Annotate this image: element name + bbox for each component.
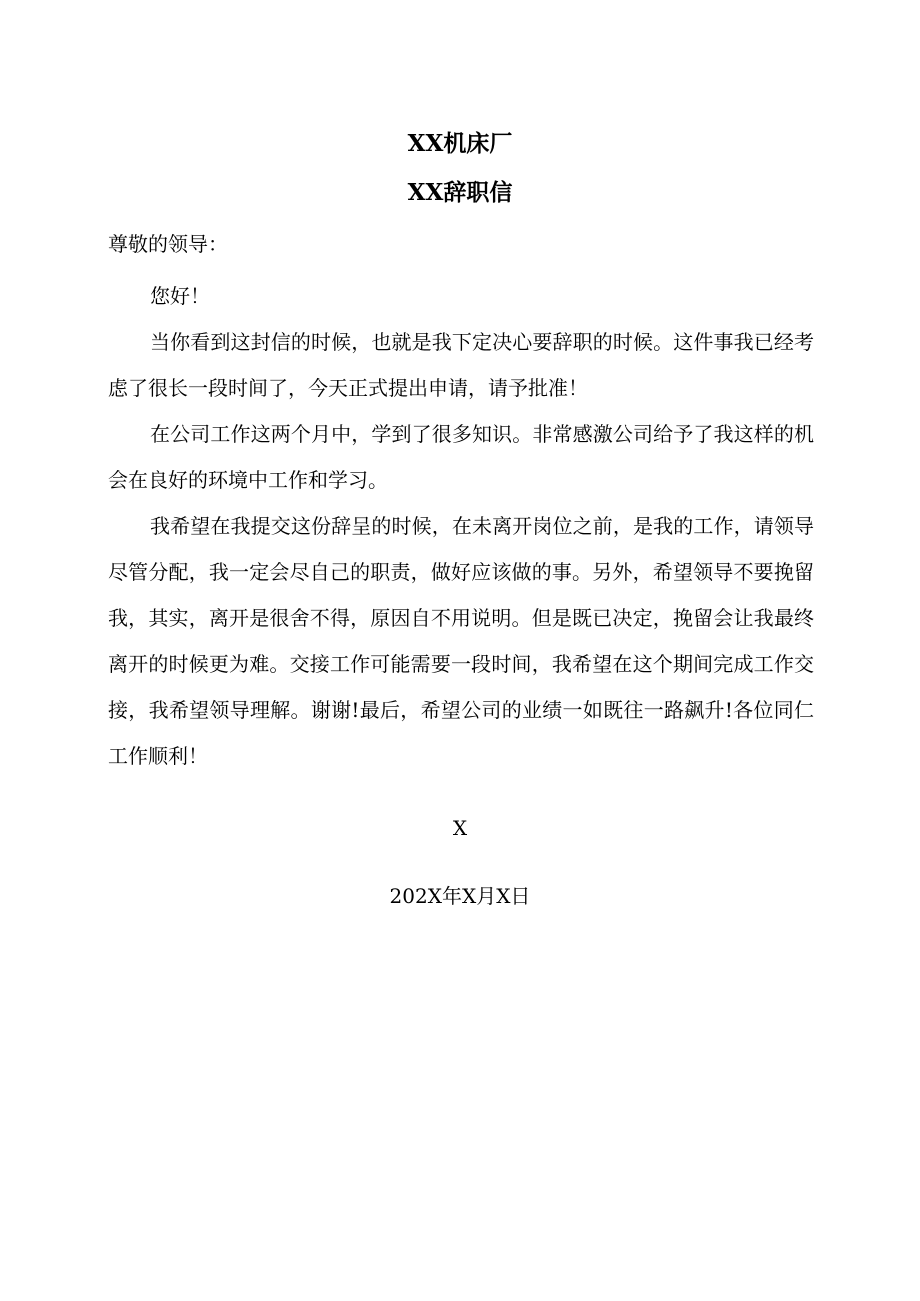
paragraph-gratitude: 在公司工作这两个月中，学到了很多知识。非常感激公司给予了我这样的机会在良好的环境中工作和学习。 bbox=[108, 422, 814, 492]
paragraph-handover: 我希望在我提交这份辞呈的时候，在未离开岗位之前，是我的工作，请领导尽管分配，我一定会尽自己的职责，做好应该做的事。另外，希望领导不要挽留我，其实，离开是很舍不得，原因自不用说明。但是既已决定，挽留会让我最终离开的时候更为难。交接工作可能需要一段时间，我希望在这个期间完成工作交接，我希望领导理解。谢谢!最后，希望公司的业绩一如既往一路飙升!各位同仁工作顺利！ bbox=[108, 514, 814, 768]
letter-date: 202X年X月X日 bbox=[389, 884, 531, 908]
company-title: XX机床厂 bbox=[407, 130, 513, 157]
salutation: 尊敬的领导： bbox=[108, 232, 228, 256]
hello-line: 您好！ bbox=[150, 284, 210, 308]
letter-title: XX辞职信 bbox=[407, 179, 513, 206]
paragraph-decision: 当你看到这封信的时候，也就是我下定决心要辞职的时候。这件事我已经考虑了很长一段时间了，今天正式提出申请，请予批准！ bbox=[108, 330, 814, 400]
signer-name: X bbox=[452, 816, 468, 840]
